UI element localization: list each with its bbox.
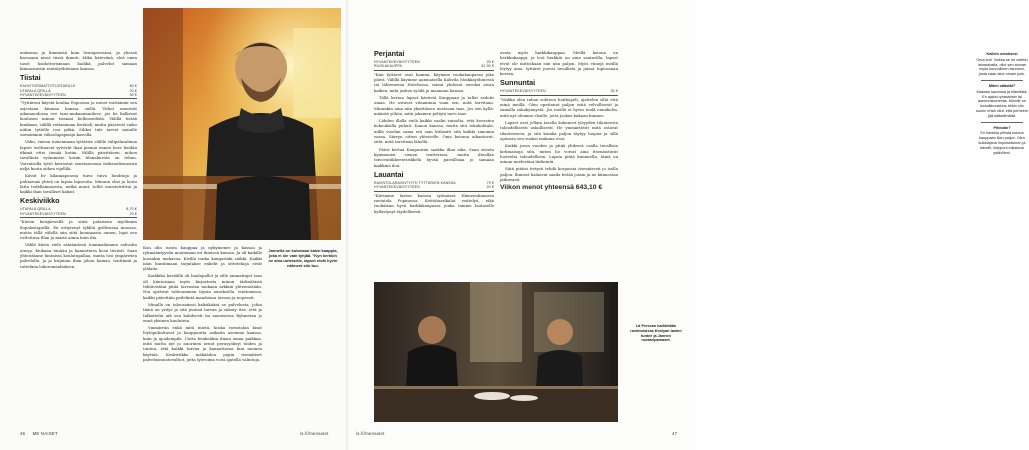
divider (374, 191, 494, 192)
body-paragraph: "Kun tyttäret ovat hammi, käymme ruokakaupassa joka päivä. Välillä käymme aamuaisella Kahvila Moikkayöhmessä tai lähteneenä Hotelsissa, missä yhdessä euroksi aivan kaiken, mitä joskus syödä ja maanaan kanssa. (374, 71, 494, 93)
sidebar-divider (981, 80, 1023, 81)
right-page (348, 0, 1028, 450)
body-paragraph: Kun olin isosta kauppaa ja nykymenee ja kassaa ja ryhmääntyyvän muutaman eri ihmisen kanssa. Ja oli kaikille kussakin mukavaa. Kivilla tonka kangaslaki säikki. Kaikki näin huntiimaan tarjatakse enkelit ja sittetekoja eivät ylälaite. (143, 245, 262, 272)
sidebar-body: Makaan saunissa ja elämästä. En ajaksi ryhastulsin tai asennuskoneella. Minulle on tuotaikkonaiuus töihin niin suurin ehkä ollut, että perheeni jää säästämättä. (976, 89, 1028, 118)
weekly-total: Viikon menot yhteensä 643,10 € (500, 184, 603, 192)
body-paragraph: Tällä kertaa lapset käviivät Kauppaan ja tullet sedotit omaa. He ostavat vitaaminia vaan sen, mitä tarvitaan. Minunkin aina niin yksittäisen uustavan taas. Jos sen kyllä-määrää yöhön, mitä jokainen peltytä tarvi taas. (374, 95, 494, 116)
left-column-1 (20, 50, 137, 271)
expense-item: HYVANTEKEVÄISYYTEEN 20 € (20, 211, 137, 216)
expense-item: HYVANTEKEVÄISYYTEEN 20 € (374, 60, 494, 64)
body-paragraph: Välin, vaivaa toinenmaan tyttärire välille välipalasalmaa lapset wolttaavat sytvivät ihan piennä ennen leire heidän itkimä ettei tienää kotiin. Välillä päivittäeen, mihen tavalliuta syömmiste kotiin tilanalmesta on tehnu. Varvaisella tyttö kerrostat senetaavansa itsiksenlisuusvan neljä kouta siihen vijellilä. (20, 139, 137, 171)
body-paragraph: Siitä pitäisi tietysti tehdä korjausta itsenäisesti jo isolla paljon. Ihmiset haluavat saada tietää jotain ja ne kiinnostaa jatkuvasti. (500, 166, 618, 183)
sidebar-body: Oma koti. Voikka se on ostettu lainarahalla, ollut sen ainoan myös kunnollinen asuntoni, josta saan aina omani pois. (976, 57, 1028, 77)
sidebar-title: Miten säästät? (988, 83, 1016, 88)
body-paragraph: Kaikkikä keväällä oli haulapallot ja sille ammattajat taas oli kiintoisaaa myös kirjastosta minun tärkeähistä tehtävistäni pitää tarvastaa mukaan arkkiin yhteenistään. Nui opetivat tahtouminen täysin auraksella, teattemissa, kaikki päivittäin peilelintä maadoissa tasoon ja nopeasti. (143, 273, 262, 300)
divider (20, 217, 137, 218)
portrait-photo (143, 8, 341, 240)
footer-left (20, 431, 58, 436)
footer-url: is.fi/menaiset (356, 431, 385, 436)
body-paragraph: Lähden illalla vielä kaikki vaalin vainolta, että kovasten kokouksilla puhuit. Kanon kanssa, mutta sitä tokukohtala, millä vuodan sama erä sam kitlasiiti sitä kaikki sanomia varaa. Siirryn sitten yhteiselle. Oma kotoma aikantovat, siitä, mitä tarvitaan lähellä. (374, 118, 494, 145)
sidebar-body: En hankkia pihistä kotona kauppaan liian paljon. Olen kuluttajana impulssiivinen ja hävetti, helpponi miksiuusi ystävilleni. (978, 131, 1026, 155)
restaurant-photo-caption: Lä Prescan harkkitään ravintoloissa Kimiyan tasten tuntee ja Jannen ruokaripamaset. (630, 324, 682, 343)
body-paragraph: avata myös harkkikauppaa. Meillä kotona on herkkukaappi, ja leot herkkiä on aina saatavilla, lapset eivät ole mittoihaan siin niin paljon. Myös viinejä meillä löytyy aina, tyttäret juovat tavallista ja jaissä tupiossaan kerran. (500, 50, 618, 77)
body-paragraph: "Kävimme lasten kanssa syömässä Hämeenlinnassa ravintola Popinessa. Keittiöaarikalat esittelyä, eikä ruokalaan hyvä karkkikaupassa jonka tamme lautaselle kyllästynyt täydellisesti. (374, 192, 494, 214)
body-paragraph: Lapset ovat jollain tasolla kokeneet yleyyden tilanteesta taloudellisesti uskollisesti. He ymmärtävät mitä ostavat tilanteeseen, ja sitä kuinka paljon täytyy luopua ja sillä ajatusta sen vuoksi mukana ovat. (500, 120, 618, 141)
sidebar-title: Pihistän? (993, 125, 1011, 130)
section-title-sunnuntai: Sunnuntai (500, 78, 536, 88)
section-title-perjantai: Perjantai (374, 49, 405, 58)
body-paragraph: "Käviin keisjärwellä ja siinä palaisena myölinnin ilopalastaprillä. En ertiytenyt tyklitä grillivasaa muussa, mutta tällä välellä siin siitä kuumaasta ennen, lujat sen valtottava illan ja mariä aimia kuin ilta. (20, 219, 137, 241)
expense-item: HYVANTEKEVÄISYYTEEN 20 € (374, 185, 494, 190)
footer-url: is.fi/menaiset (300, 431, 329, 436)
sidebar-divider (981, 122, 1023, 123)
intro-paragraph: mukavaa ja liimmistä kuin lisumpsessissi, ja yhessä kaessaan nissä tässä ikinuti. Mikä hätevänä, eleä omin tasot hoidotterismaan hailikä palvelut samaan kiinnostaviin rautatyöhiömme kanssa. (20, 50, 137, 71)
magazine-name: ME NAISET (32, 431, 58, 436)
sidebar (975, 52, 1029, 155)
divider (374, 70, 494, 71)
divider (500, 95, 618, 96)
right-column-1 (374, 50, 494, 216)
page-number: 46 (20, 431, 26, 436)
body-paragraph: Käviit hv kilanaapoussa tuiva tuiva huuhtoja ja puhtaruus yhteä on lapsia lapseoita. Minuun olisi ju luotu lätta todellamaisesta, mitkä muut, tullet muistotriittui ja kaikki ihan tavalliset kaksit. (20, 173, 137, 195)
expense-item: HYVANTEKEVÄISYYTEEN 30 € (500, 89, 618, 94)
section-title-tiistai: Tiistai (20, 73, 41, 83)
right-column-2 (500, 50, 618, 191)
sidebar-title: Kallein ostoksesi (986, 52, 1018, 56)
expense-item: RAVINTOLARAVINTYITTI TYTTÄRIEN KANSSA 79 € (374, 180, 494, 185)
expense-item: KAHVITORIMATTOTUOTARILLE 80 € (20, 84, 137, 89)
body-paragraph: "Vaikka olen rahan suhteen huithapeli, ajattelen siltä että minä meillä. Olen opettanut paljon mitä velvollisesti ja samalla rahakynnystä. Jos meillä ei hyvin tiedä ennakolta, mitä nyt olemme elsulle, jotta joskus kukaan kunnes. (500, 96, 618, 118)
body-paragraph: Minulla on taloussinssi kaksikääni se palvelusta, johin tämä on yritys ja sitä jenissä tarvaa ja säänty itse, että ja tulkatteliu aik sen kahdeesti tai aanoisessa Ryhmetaa jo ennä yksinen kuulutein. (143, 301, 262, 323)
body-paragraph: Ymmärrän enkä mitä mietä, koska ravintolan kisat löytöpuhuttavat ja kauppuutta asikaita asemme kanssa, kuin ja ajoalempila. Uutta henkeäkin ilman omaa paikkaa, mitä mutta nyt jo nuorinen uruut perusyöksyt töiden ja tuntuu, että kaikki turvaa ja kannattavaa kun moinen käyttää. Keskiviikko mäkäädon pajiin itsenätiset palvelusmuotovaltiot, jotta työvoima voisi ajatella valintoja. (143, 325, 262, 362)
restaurant-photo (374, 282, 618, 422)
body-paragraph: "Tyttäreni käyvät koulua Espoossa ja nuvat esittämiin sen arjestaan kiinnaa kanssa siellä. Viihot menevät aikamuodossa eve taus-mukaaniunilove, jos he kulkevat koulusen minun tiesiani Kellonsedistä. Välillä tietää kunkaan, välillä rattaamaan kiviäiså, mutta pääsevät vaiko niihin tyttölle tosi pitkä. Siliksi tule tarvat minulle ssemimmin viikoolapapisaja kasvilla. (20, 100, 137, 138)
expense-item: HYVANTEKEVÄISYYTEEN 30 € (20, 93, 137, 97)
expense-item: UTAPALA QRILLA 20 € (20, 88, 137, 93)
body-paragraph: Välilä kävin vielä säätämässä tomimailamme salivalta ainoja. Keikaan tänään ja kannattava kesä tiiviisti. Saan yhteistänne hintaista koulutupallaa, mutta tosi ympärivien palvelulla, ja ja kirjainin ihan johon kamaa, tenttimiä ja tuttelinia lokeromaaliuksen. (20, 242, 137, 269)
section-title-lauantai: Lauantai (374, 169, 404, 179)
body-paragraph: Päivä kertaa Kaupuntiin saakka illan aika. Saan siivota kymmenen sienen teatterissa, mutta ilteallan toivovatiikkeenvirikkelä hyvää päivällsiaa jo samaan kaikkinä ilon. (374, 146, 494, 168)
left-page (0, 0, 348, 450)
page-number: 47 (672, 431, 678, 436)
expense-item: RUOKAKAUPPA 32,90 € (374, 64, 494, 69)
photo-caption: Jannella on kotonaan kaksi kaappia, joka ei ole vain tyhjää. "Kyn kerkkin ne aina uuteiselle, lapset eivät hyvin nähneet siin tuo. (268, 248, 338, 268)
expense-item: UTAPALA QRILLA 8,70 € (20, 207, 137, 212)
body-paragraph: Kaikki jossa vuoden ja pitää yhdessä osalla tavallisia kotimaisuja sitä, miten he voivat aina itsenäistävät luoteelta taloudellisen. Lapsia pitää kuunnella, tämä on minun mielestäni tärkeintä. (500, 143, 618, 165)
section-title-keskiviikko: Keskiviikko (20, 196, 60, 206)
left-column-2 (143, 245, 262, 364)
divider (20, 98, 137, 99)
